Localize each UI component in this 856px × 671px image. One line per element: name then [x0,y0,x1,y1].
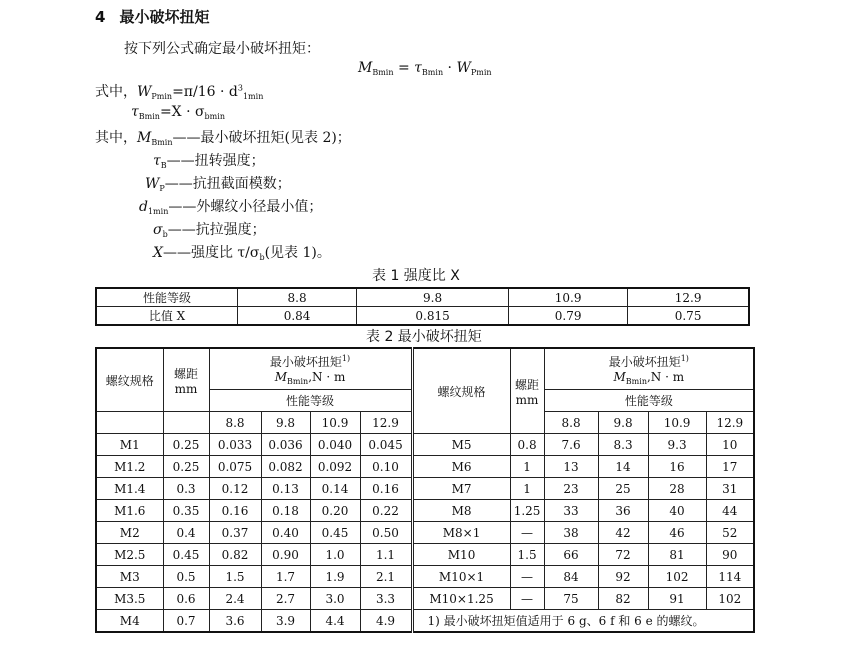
defs-prefix: 其中， [95,130,137,146]
def-sym: τ [153,153,161,169]
formula-w-sub: Pmin [470,68,492,77]
table-cell: 0.14 [310,478,360,500]
grade-cell: 9.8 [598,412,648,434]
pitch-unit: mm [174,381,198,396]
where-line-w [95,81,263,101]
table-cell: 3.9 [261,610,310,633]
table-cell: 0.40 [261,522,310,544]
table-cell: 1.5 [209,566,261,588]
col-torque-header-right [544,348,754,390]
where-tau-sub: Bmin [138,112,160,121]
where-tau: τ [131,104,139,120]
table-cell: 114 [706,566,754,588]
grade-cell: 12.9 [360,412,412,434]
main-formula [358,60,492,77]
table-cell: M10×1 [412,566,510,588]
table-cell: 0.033 [209,434,261,456]
torque-unit-sub: Bmin [287,376,309,386]
table-cell: 0.35 [163,500,209,522]
table-cell: 1 [510,478,544,500]
table-cell: 38 [544,522,598,544]
def-line-5 [153,242,331,262]
table-cell: 16 [648,456,706,478]
col-torque-header [209,348,412,390]
table-header-row [96,348,754,390]
table-row [96,522,754,544]
table1-caption: 表 1 强度比 X [372,268,460,284]
table-cell: 0.50 [360,522,412,544]
table-cell: 0.075 [209,456,261,478]
table-cell: M3.5 [96,588,163,610]
table1-cell: 0.84 [238,307,357,326]
table-row [96,610,754,633]
blank-cell [163,412,209,434]
table-cell: M8 [412,500,510,522]
table-cell: 0.16 [360,478,412,500]
def-sym: σ [153,222,163,238]
table-cell: 0.5 [163,566,209,588]
table-cell: M10×1.25 [412,588,510,610]
table-cell: 44 [706,500,754,522]
table-cell: 82 [598,588,648,610]
section-number: 4 [95,8,106,26]
table1-row1-label: 性能等级 [96,288,238,307]
def-desc: ——外螺纹小径最小值； [168,199,323,215]
where-line-tau [131,104,225,121]
grade-cell: 8.8 [544,412,598,434]
torque-unit-sub: Bmin [625,376,647,386]
table1-cell: 10.9 [509,288,628,307]
table-cell: 3.6 [209,610,261,633]
table-row [96,500,754,522]
table-cell: M1 [96,434,163,456]
table-cell: 1.9 [310,566,360,588]
torque-label: 最小破坏扭矩 [608,354,681,369]
table-cell: M1.2 [96,456,163,478]
table-cell: 0.90 [261,544,310,566]
formula-dot: · [443,60,457,76]
table-cell: 66 [544,544,598,566]
def-sub: P [159,184,165,193]
table-cell: 0.036 [261,434,310,456]
table1-cell: 8.8 [238,288,357,307]
table-cell: 0.25 [163,434,209,456]
grade-cell: 12.9 [706,412,754,434]
table-cell: 0.8 [510,434,544,456]
table-cell: 84 [544,566,598,588]
table-cell: 91 [648,588,706,610]
table1-cell: 0.79 [509,307,628,326]
table-cell: M4 [96,610,163,633]
table-cell: — [510,566,544,588]
table-cell: 7.6 [544,434,598,456]
formula-eq: = [393,60,415,76]
def-desc: ——强度比 τ/σ [162,245,260,261]
where-tau-eq: =X · σ [159,104,205,120]
table-cell: 0.13 [261,478,310,500]
blank-cell [96,412,163,434]
table-row [96,544,754,566]
table-cell: 0.16 [209,500,261,522]
table-cell: 92 [598,566,648,588]
table-row [96,588,754,610]
table-cell: 75 [544,588,598,610]
table2-body [96,434,754,633]
def-sym: d [139,199,148,215]
table-cell: 1.7 [261,566,310,588]
table-cell: 0.20 [310,500,360,522]
def-sub: 1min [147,207,169,216]
grade-cell: 10.9 [648,412,706,434]
def-sym: X [153,245,163,261]
where-prefix: 式中， [95,84,137,100]
table-cell: 0.092 [310,456,360,478]
table-cell: 42 [598,522,648,544]
table-cell: 90 [706,544,754,566]
table-cell: 14 [598,456,648,478]
formula-tau-sub: Bmin [421,68,444,77]
grade-cell: 10.9 [310,412,360,434]
table-cell: 3.3 [360,588,412,610]
table-cell: M5 [412,434,510,456]
where-w: W [137,84,152,100]
table-cell: 0.6 [163,588,209,610]
grade-cell: 9.8 [261,412,310,434]
col-spec-header-right: 螺纹规格 [412,348,510,434]
table-cell: 33 [544,500,598,522]
def-line-3 [139,196,322,216]
table-cell: 28 [648,478,706,500]
table-cell: 23 [544,478,598,500]
col-grade-header-right: 性能等级 [544,390,754,412]
torque-unit-m: M [274,369,287,384]
table1-cell: 12.9 [628,288,749,307]
where-w-sub: Pmin [151,92,173,101]
def-desc-sub: b [259,253,265,262]
table-cell: 46 [648,522,706,544]
table-cell: M1.6 [96,500,163,522]
table-cell: M2 [96,522,163,544]
table-row [96,566,754,588]
def-line-4 [153,219,266,239]
table-row [96,307,749,326]
table-cell: 0.3 [163,478,209,500]
table-cell: 36 [598,500,648,522]
table-cell: 1 [510,456,544,478]
formula-tau: τ [414,60,422,76]
table1-cell: 9.8 [357,288,509,307]
formula-m-sub: Bmin [372,68,394,77]
table-cell: 0.82 [209,544,261,566]
table-cell: 102 [648,566,706,588]
col-pitch-header [163,348,209,412]
min-torque-table [95,347,755,633]
where-w-sup: 3 [237,83,243,93]
table-cell: 3.0 [310,588,360,610]
table-cell: 0.4 [163,522,209,544]
table-cell: M10 [412,544,510,566]
table-cell: 9.3 [648,434,706,456]
table1-cell: 0.815 [357,307,509,326]
where-w-eq: =π/16 · d [172,84,238,100]
pitch-label: 螺距 [515,377,540,392]
table-cell: 0.18 [261,500,310,522]
table-cell: M1.4 [96,478,163,500]
table1-row2-label: 比值 X [96,307,238,326]
table-cell: M2.5 [96,544,163,566]
def-desc: ——最小破坏扭矩(见表 2)； [172,130,351,146]
table-cell: — [510,588,544,610]
table-cell: 17 [706,456,754,478]
table-cell: 40 [648,500,706,522]
def-desc-tail: (见表 1)。 [264,245,331,261]
table-cell: 31 [706,478,754,500]
torque-sup: 1) [341,353,351,363]
table-cell: 0.10 [360,456,412,478]
table-row [96,288,749,307]
table-cell: 0.37 [209,522,261,544]
table-cell: — [510,522,544,544]
table-cell: 81 [648,544,706,566]
table-cell: 0.7 [163,610,209,633]
table-cell: M8×1 [412,522,510,544]
formula-w: W [456,60,471,76]
table-row [96,434,754,456]
pitch-unit: mm [515,392,539,407]
table-cell: 0.12 [209,478,261,500]
table-cell: 1.0 [310,544,360,566]
table-row [96,478,754,500]
grade-cell: 8.8 [209,412,261,434]
table-cell: 0.45 [163,544,209,566]
torque-unit: ,N · m [308,369,346,384]
def-line-0 [95,127,351,147]
section-title: 最小破坏扭矩 [119,8,210,26]
table-cell: M7 [412,478,510,500]
def-line-1 [153,150,265,170]
strength-ratio-table [95,287,750,326]
pitch-label: 螺距 [173,366,198,381]
def-sym: M [137,130,152,146]
table-cell: 1.5 [510,544,544,566]
table-cell: 0.040 [310,434,360,456]
table-cell: 52 [706,522,754,544]
torque-unit: ,N · m [646,369,685,384]
table-cell: 102 [706,588,754,610]
table-row [96,456,754,478]
table-cell: 25 [598,478,648,500]
col-spec-header: 螺纹规格 [96,348,163,412]
table1-cell: 0.75 [628,307,749,326]
table-cell: 0.25 [163,456,209,478]
intro-text: 按下列公式确定最小破坏扭矩： [124,41,320,57]
torque-label: 最小破坏扭矩 [269,354,342,369]
table-cell: 13 [544,456,598,478]
table-cell: 0.45 [310,522,360,544]
table-cell: 0.22 [360,500,412,522]
def-sub: b [162,230,168,239]
table-cell: 4.4 [310,610,360,633]
table-cell: 2.1 [360,566,412,588]
def-sub: Bmin [151,138,173,147]
table-cell: 0.045 [360,434,412,456]
def-sym: W [145,176,160,192]
table-cell: 10 [706,434,754,456]
where-tau-tail-sub: bmin [204,112,225,121]
table-cell: 8.3 [598,434,648,456]
table2-caption: 表 2 最小破坏扭矩 [366,329,482,345]
def-desc: ——扭转强度； [166,153,265,169]
table-cell: 72 [598,544,648,566]
def-line-2 [145,173,291,193]
table-cell: M6 [412,456,510,478]
table-footnote: 1) 最小破坏扭矩值适用于 6 g、6 f 和 6 e 的螺纹。 [412,610,754,633]
def-sub: B [160,161,167,170]
table-cell: 2.7 [261,588,310,610]
def-desc: ——抗扭截面模数； [164,176,291,192]
col-grade-header: 性能等级 [209,390,412,412]
table-cell: 1.1 [360,544,412,566]
col-pitch-header-right [510,348,544,434]
section-heading [95,6,209,27]
table-cell: 1.25 [510,500,544,522]
table-cell: 4.9 [360,610,412,633]
table-cell: 0.082 [261,456,310,478]
torque-unit-m: M [613,369,626,384]
where-w-dsub: 1min [242,92,264,101]
def-desc: ——抗拉强度； [167,222,266,238]
table-cell: 2.4 [209,588,261,610]
formula-m: M [358,60,373,76]
table-cell: M3 [96,566,163,588]
torque-sup: 1) [680,353,689,363]
